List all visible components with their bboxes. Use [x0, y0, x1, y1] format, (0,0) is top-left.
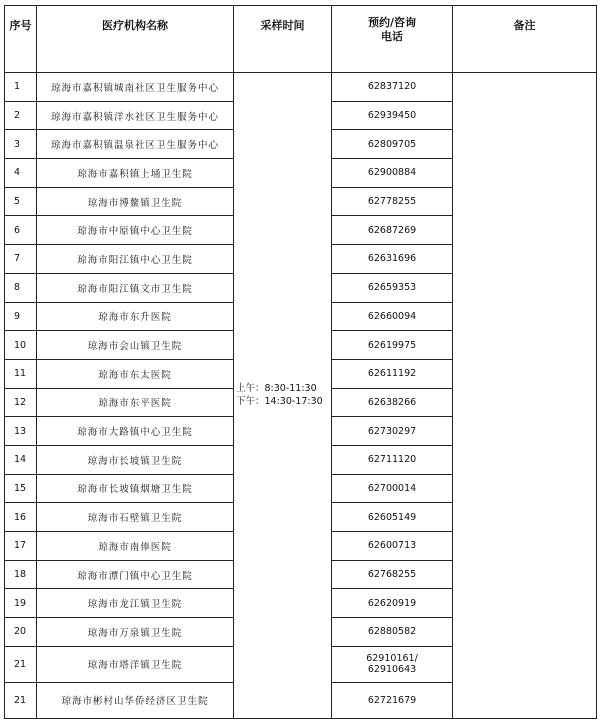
- row-name: 琼海市长坡镇卫生院: [37, 445, 234, 474]
- row-phone: 62631696: [332, 245, 453, 274]
- row-index: 11: [5, 359, 37, 388]
- row-name: 琼海市博鳌镇卫生院: [37, 187, 234, 216]
- row-index: 13: [5, 417, 37, 446]
- row-phone: 62660094: [332, 302, 453, 331]
- header-phone-line1: 预约/咨询: [367, 16, 417, 29]
- row-phone: 62768255: [332, 560, 453, 589]
- row-phone: 62778255: [332, 187, 453, 216]
- row-name: 琼海市万泉镇卫生院: [37, 618, 234, 647]
- row-phone: 62600713: [332, 532, 453, 561]
- row-index: 2: [5, 101, 37, 130]
- row-phone: 62659353: [332, 273, 453, 302]
- row-index: 15: [5, 474, 37, 503]
- row-name: 琼海市中原镇中心卫生院: [37, 216, 234, 245]
- row-index: 8: [5, 273, 37, 302]
- row-phone: 62638266: [332, 388, 453, 417]
- row-name: 琼海市阳江镇文市卫生院: [37, 273, 234, 302]
- row-index: 1: [5, 73, 37, 102]
- row-index: 14: [5, 445, 37, 474]
- header-time: 采样时间: [234, 6, 332, 73]
- row-index: 5: [5, 187, 37, 216]
- row-phone: 62611192: [332, 359, 453, 388]
- sampling-time-afternoon: 下午：14:30-17:30: [236, 396, 323, 408]
- header-phone: [332, 6, 453, 73]
- header-phone-line2: 电话: [381, 30, 403, 43]
- row-phone: 62837120: [332, 73, 453, 102]
- sampling-time-morning: 上午：8:30-11:30: [236, 383, 317, 395]
- row-name: 琼海市嘉积镇城南社区卫生服务中心: [37, 73, 234, 102]
- row-index: 10: [5, 331, 37, 360]
- row-index: 12: [5, 388, 37, 417]
- row-index: 7: [5, 245, 37, 274]
- header-index: 序号: [5, 6, 37, 73]
- header-name: 医疗机构名称: [37, 6, 234, 73]
- row-index: 17: [5, 532, 37, 561]
- row-name: 琼海市阳江镇中心卫生院: [37, 245, 234, 274]
- header-note: 备注: [453, 6, 597, 73]
- note-cell: [453, 73, 597, 719]
- row-index: 6: [5, 216, 37, 245]
- row-name: 琼海市东平医院: [37, 388, 234, 417]
- row-name: 琼海市嘉积镇温泉社区卫生服务中心: [37, 130, 234, 159]
- row-name: 琼海市潭门镇中心卫生院: [37, 560, 234, 589]
- row-name: 琼海市石壁镇卫生院: [37, 503, 234, 532]
- row-phone: 62721679: [332, 682, 453, 718]
- row-phone: 62711120: [332, 445, 453, 474]
- row-name: 琼海市嘉积镇洋水社区卫生服务中心: [37, 101, 234, 130]
- row-phone: 62605149: [332, 503, 453, 532]
- sampling-time-cell: [234, 73, 332, 719]
- row-phone: 62687269: [332, 216, 453, 245]
- hospital-table: [4, 5, 597, 719]
- row-phone: 62700014: [332, 474, 453, 503]
- row-name: 琼海市彬村山华侨经济区卫生院: [37, 682, 234, 718]
- row-phone: 62880582: [332, 618, 453, 647]
- row-phone: 62620919: [332, 589, 453, 618]
- row-name: 琼海市会山镇卫生院: [37, 331, 234, 360]
- row-index: 9: [5, 302, 37, 331]
- row-index: 3: [5, 130, 37, 159]
- row-name: 琼海市塔洋镇卫生院: [37, 646, 234, 682]
- row-phone: [332, 646, 453, 682]
- row-name: 琼海市嘉积镇上埇卫生院: [37, 159, 234, 188]
- row-phone-line1: 62910161/: [366, 653, 418, 665]
- row-index: 19: [5, 589, 37, 618]
- row-index: 20: [5, 618, 37, 647]
- row-name: 琼海市东太医院: [37, 359, 234, 388]
- table-row: [5, 73, 597, 102]
- row-name: 琼海市长坡镇烟塘卫生院: [37, 474, 234, 503]
- row-name: 琼海市东升医院: [37, 302, 234, 331]
- header-row: [5, 6, 597, 73]
- row-phone: 62939450: [332, 101, 453, 130]
- row-phone: 62809705: [332, 130, 453, 159]
- row-index: 4: [5, 159, 37, 188]
- row-name: 琼海市南俸医院: [37, 532, 234, 561]
- row-phone-line2: 62910643: [367, 664, 417, 676]
- row-phone: 62900884: [332, 159, 453, 188]
- row-name: 琼海市龙江镇卫生院: [37, 589, 234, 618]
- row-index: 16: [5, 503, 37, 532]
- row-name: 琼海市大路镇中心卫生院: [37, 417, 234, 446]
- row-phone: 62619975: [332, 331, 453, 360]
- row-index: 21: [5, 646, 37, 682]
- row-index: 18: [5, 560, 37, 589]
- row-index: 21: [5, 682, 37, 718]
- row-phone: 62730297: [332, 417, 453, 446]
